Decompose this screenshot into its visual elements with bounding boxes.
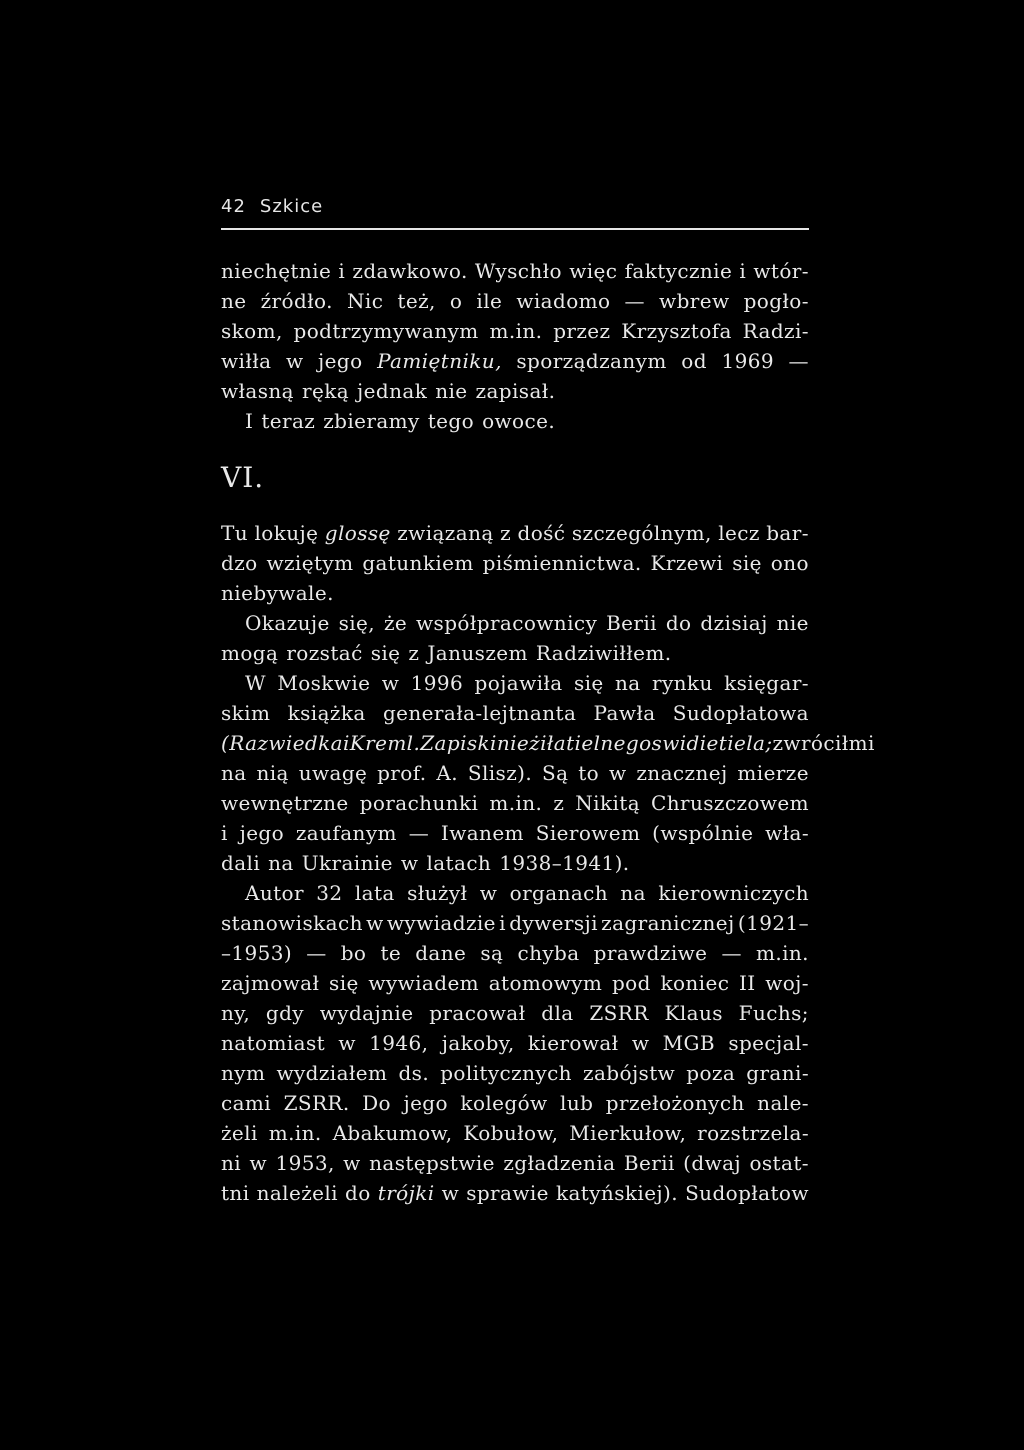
- text-line: natomiast w 1946, jakoby, kierował w MGB specjal-: [221, 1031, 809, 1055]
- text-line: skim książka generała-lejtnanta Pawła Sudopłatowa: [221, 701, 809, 725]
- text-line: niechętnie i zdawkowo. Wyschło więc faktycznie i wtór-: [221, 259, 809, 283]
- text-line: W Moskwie w 1996 pojawiła się na rynku księgar-: [245, 671, 809, 695]
- running-head: [221, 196, 323, 217]
- text-line: własną ręką jednak nie zapisał.: [221, 379, 556, 403]
- running-title: Szkice: [259, 196, 324, 217]
- text-line: wewnętrzne porachunki m.in. z Nikitą Chruszczowem: [221, 791, 809, 815]
- text-line: mogą rozstać się z Januszem Radziwiłłem.: [221, 641, 672, 665]
- text-line: ne źródło. Nic też, o ile wiadomo — wbrew pogło-: [221, 289, 809, 313]
- text-line: niebywale.: [221, 581, 334, 605]
- text-line: skom, podtrzymywanym m.in. przez Krzysztofa Radzi-: [221, 319, 809, 343]
- section-title: VI.: [221, 461, 265, 494]
- text-line: ni w 1953, w następstwie zgładzenia Berii (dwaj ostat-: [221, 1151, 809, 1175]
- text-line: (Razwiedka i Kreml. Zapiski nieżiłatielnego swidietiela; zwrócił mi: [221, 731, 875, 755]
- text-line: i jego zaufanym — Iwanem Sierowem (wspólnie wła-: [221, 821, 809, 845]
- text-line: tni należeli do trójki w sprawie katyńskiej). Sudopłatow: [221, 1181, 809, 1205]
- text-line: Okazuje się, że współpracownicy Berii do dzisiaj nie: [245, 611, 809, 635]
- page-number: 42: [221, 196, 246, 217]
- text-line: Autor 32 lata służył w organach na kierowniczych: [245, 881, 809, 905]
- text-line: dali na Ukrainie w latach 1938–1941).: [221, 851, 630, 875]
- text-line: cami ZSRR. Do jego kolegów lub przełożonych nale-: [221, 1091, 809, 1115]
- text-line: ny, gdy wydajnie pracował dla ZSRR Klaus Fuchs;: [221, 1001, 809, 1025]
- text-line: zajmował się wywiadem atomowym pod koniec II woj-: [221, 971, 809, 995]
- text-line: I teraz zbieramy tego owoce.: [245, 409, 556, 433]
- text-line: żeli m.in. Abakumow, Kobułow, Mierkułow, rozstrzela-: [221, 1121, 809, 1145]
- header-rule: [221, 228, 809, 230]
- text-line: Tu lokuję glossę związaną z dość szczególnym, lecz bar-: [221, 521, 809, 545]
- text-line: dzo wziętym gatunkiem piśmiennictwa. Krzewi się ono: [221, 551, 809, 575]
- text-line: wiłła w jego Pamiętniku, sporządzanym od 1969 —: [221, 349, 809, 373]
- text-line: stanowiskach w wywiadzie i dywersji zagranicznej (1921–: [221, 911, 809, 935]
- text-line: –1953) — bo te dane są chyba prawdziwe — m.in.: [221, 941, 809, 965]
- text-line: na nią uwagę prof. A. Slisz). Są to w znacznej mierze: [221, 761, 809, 785]
- text-line: nym wydziałem ds. politycznych zabójstw poza grani-: [221, 1061, 809, 1085]
